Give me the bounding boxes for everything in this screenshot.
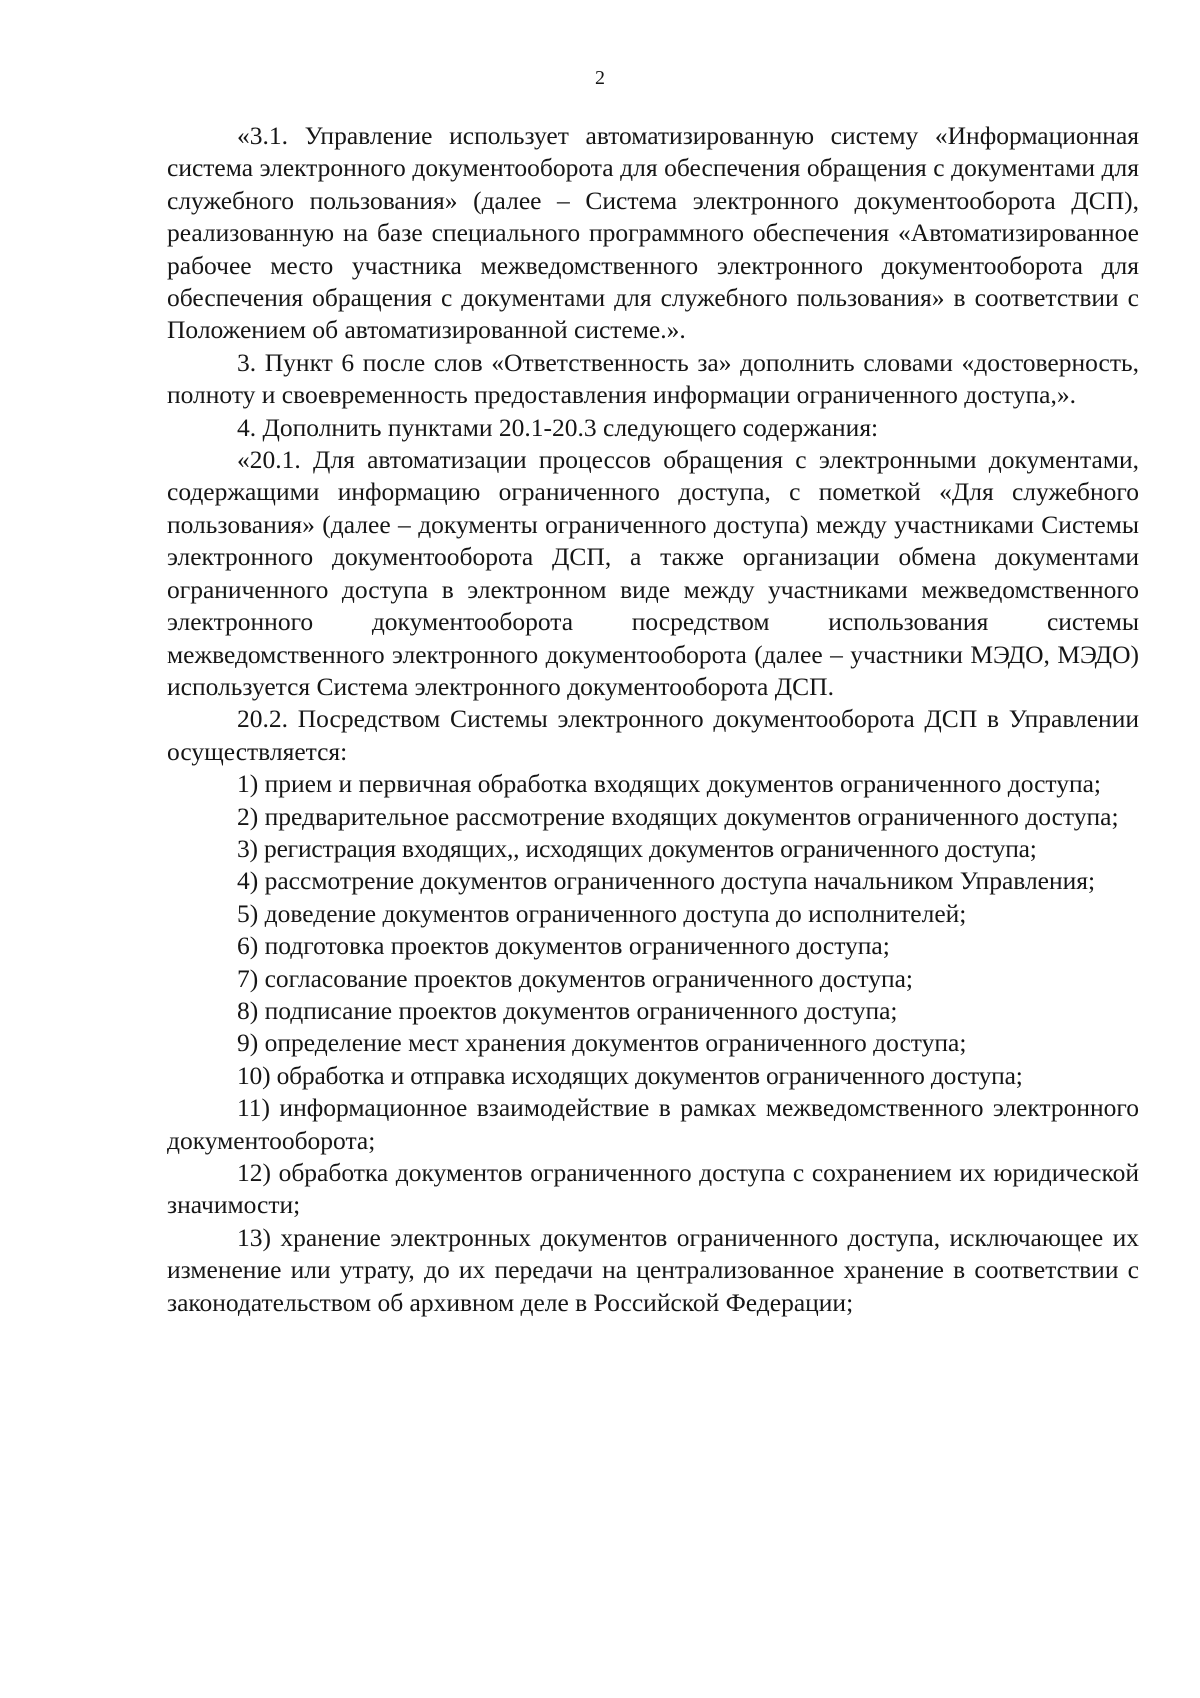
list-item-13: 13) хранение электронных документов ограниченного доступа, исключающее их изменение или утрату, до их передачи на централизованное хранение в соответствии с законодательством об архивном деле в Российской Федерации; [167,1222,1139,1317]
list-item-7: 7) согласование проектов документов ограниченного доступа; [237,963,913,993]
document-body [167,120,1139,1319]
list-item-5: 5) доведение документов ограниченного доступа до исполнителей; [237,898,967,928]
list-item-2: 2) предварительное рассмотрение входящих документов ограниченного доступа; [237,801,1119,831]
list-item-3: 3) регистрация входящих,, исходящих документов ограниченного доступа; [237,833,1037,863]
paragraph-clause-3-1: «3.1. Управление использует автоматизированную систему «Информационная система электронного документооборота для обеспечения обращения с документами для служебного пользования» (далее – Система электронного документооборота ДСП), реализованную на базе специального программного обеспечения «Автоматизированное рабочее место участника межведомственного электронного документооборота для обеспечения обращения с документами для служебного пользования» в соответствии с Положением об автоматизированной системе.». [167,121,1139,345]
paragraph-clause-20-2: 20.2. Посредством Системы электронного документооборота ДСП в Управлении осуществляется: [167,704,1139,766]
paragraph-item-4: 4. Дополнить пунктами 20.1-20.3 следующего содержания: [237,412,879,442]
list-item-6: 6) подготовка проектов документов ограниченного доступа; [237,931,890,961]
list-item-10: 10) обработка и отправка исходящих документов ограниченного доступа; [237,1060,1023,1090]
list-item-1: 1) прием и первичная обработка входящих документов ограниченного доступа; [237,769,1101,799]
list-item-11: 11) информационное взаимодействие в рамках межведомственного электронного документооборота; [167,1093,1139,1155]
list-item-4: 4) рассмотрение документов ограниченного доступа начальником Управления; [237,866,1096,896]
paragraph-item-3: 3. Пункт 6 после слов «Ответственность за» дополнить словами «достоверность, полноту и своевременность предоставления информации ограниченного доступа,». [167,347,1139,410]
list-item-9: 9) определение мест хранения документов ограниченного доступа; [237,1028,967,1058]
paragraph-clause-20-1: «20.1. Для автоматизации процессов обращения с электронными документами, содержащими информацию ограниченного доступа, с пометкой «Для служебного пользования» (далее – документы ограниченного доступа) между участниками Системы электронного документооборота ДСП, а также организации обмена документами ограниченного доступа в электронном виде между участниками межведомственного электронного документооборота посредством использования системы межведомственного электронного документооборота (далее – участники МЭДО, МЭДО) используется Система электронного документооборота ДСП. [167,445,1139,701]
list-item-8: 8) подписание проектов документов ограниченного доступа; [237,995,898,1025]
list-item-12: 12) обработка документов ограниченного доступа с сохранением их юридической значимости; [167,1158,1139,1220]
page-number: 2 [595,67,605,89]
